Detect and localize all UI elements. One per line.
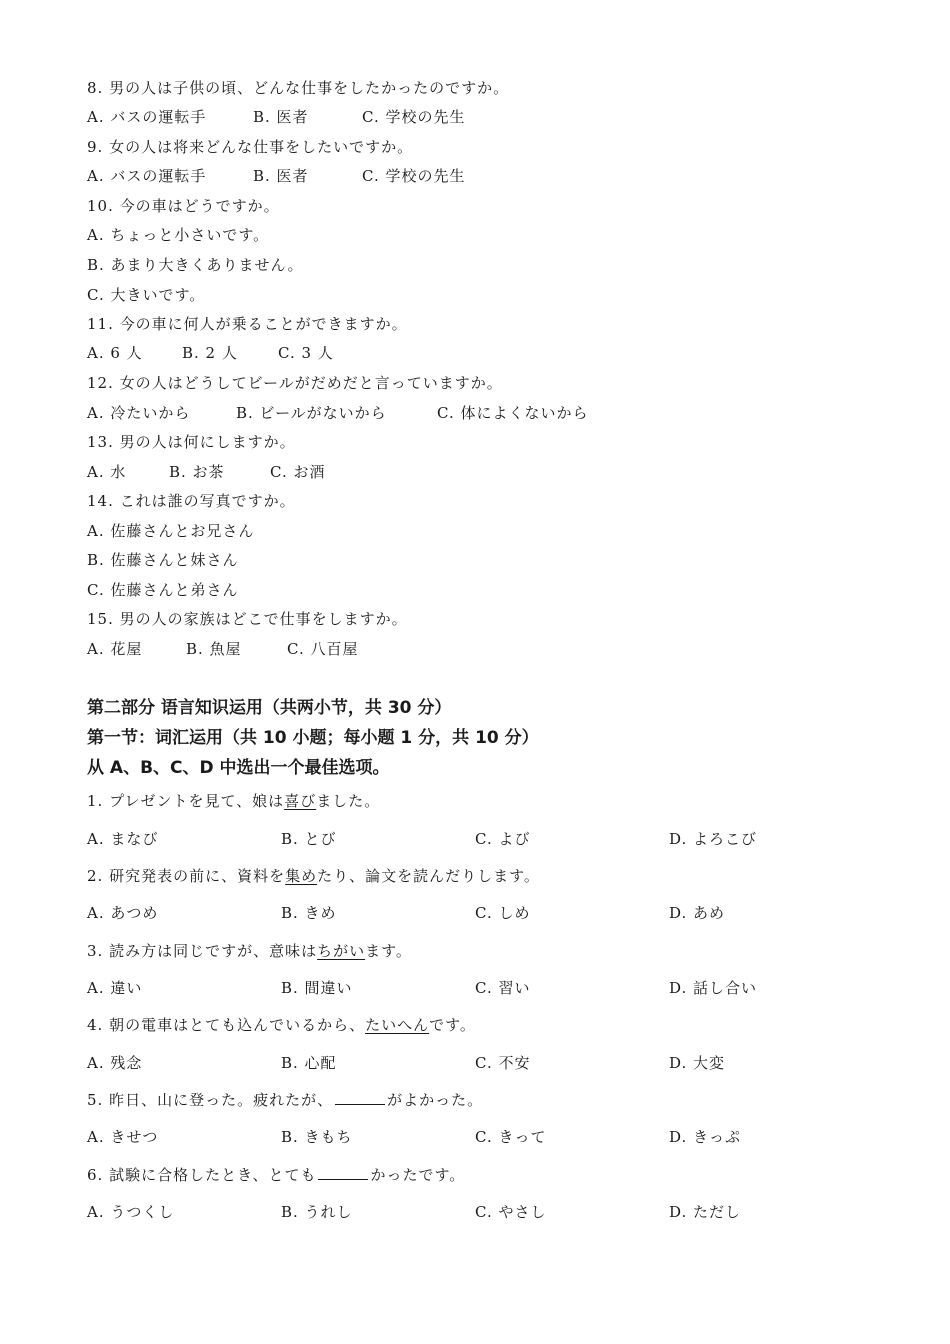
- vocab-question-3: [87, 941, 412, 961]
- question-text: ます。: [365, 942, 412, 960]
- option-d: D. 大変: [669, 1054, 726, 1072]
- option-a: A. 冷たいから: [87, 404, 191, 422]
- question-text: 4. 朝の電車はとても込んでいるから、: [87, 1016, 366, 1034]
- underlined-word: 喜び: [284, 792, 317, 810]
- answer-blank: [335, 1090, 385, 1105]
- option-c: C. お酒: [270, 463, 326, 481]
- option-c: C. 不安: [475, 1054, 531, 1072]
- option-d: D. よろこび: [669, 830, 758, 848]
- question-9: 9. 女の人は将来どんな仕事をしたいですか。: [87, 138, 414, 156]
- option-c: C. 八百屋: [287, 640, 359, 658]
- question-11: 11. 今の車に何人が乗ることができますか。: [87, 315, 408, 333]
- option-b: B. うれし: [281, 1203, 353, 1221]
- option-c: C. 体によくないから: [437, 404, 589, 422]
- option-a: A. バスの運転手: [87, 167, 207, 185]
- question-text: がよかった。: [387, 1091, 484, 1109]
- option-b: B. きめ: [281, 904, 337, 922]
- question-12: 12. 女の人はどうしてビールがだめだと言っていますか。: [87, 374, 503, 392]
- answer-blank: [318, 1165, 368, 1180]
- option-a: A. きせつ: [87, 1128, 159, 1146]
- part-title: 第二部分 语言知识运用（共两小节，共 30 分）: [87, 698, 452, 718]
- question-text: 1. プレゼントを見て、娘は: [87, 792, 285, 810]
- question-text: 3. 読み方は同じですが、意味は: [87, 942, 318, 960]
- option-c: C. 学校の先生: [362, 167, 466, 185]
- question-13: 13. 男の人は何にしますか。: [87, 433, 296, 451]
- option-b: B. あまり大きくありません。: [87, 256, 304, 274]
- question-text: 2. 研究発表の前に、資料を: [87, 867, 286, 885]
- option-b: B. 医者: [253, 167, 309, 185]
- option-b: B. 2 人: [182, 344, 238, 362]
- option-b: B. 医者: [253, 108, 309, 126]
- question-text: かったです。: [370, 1166, 466, 1184]
- option-d: D. きっぷ: [669, 1128, 742, 1146]
- question-8: 8. 男の人は子供の頃、どんな仕事をしたかったのですか。: [87, 79, 510, 97]
- question-text: ました。: [316, 792, 381, 810]
- option-a: A. 違い: [87, 979, 143, 997]
- option-b: B. とび: [281, 830, 337, 848]
- underlined-word: ちがい: [317, 942, 366, 960]
- option-a: A. うつくし: [87, 1203, 175, 1221]
- option-c: C. きって: [475, 1128, 547, 1146]
- vocab-question-2: [87, 866, 540, 886]
- option-a: A. 水: [87, 463, 127, 481]
- option-a: A. あつめ: [87, 904, 159, 922]
- option-a: A. ちょっと小さいです。: [87, 226, 270, 244]
- option-c: C. 大きいです。: [87, 286, 206, 304]
- question-text: 5. 昨日、山に登った。疲れたが、: [87, 1091, 334, 1109]
- underlined-word: たいへん: [365, 1016, 430, 1034]
- option-c: C. 佐藤さんと弟さん: [87, 581, 239, 599]
- vocab-question-1: [87, 791, 380, 811]
- question-15: 15. 男の人の家族はどこで仕事をしますか。: [87, 610, 408, 628]
- option-c: C. やさし: [475, 1203, 547, 1221]
- option-c: C. よび: [475, 830, 531, 848]
- section-title: 第一节：词汇运用（共 10 小题；每小题 1 分，共 10 分）: [87, 728, 539, 748]
- question-text: です。: [429, 1016, 476, 1034]
- question-10: 10. 今の車はどうですか。: [87, 197, 280, 215]
- option-a: A. 花屋: [87, 640, 143, 658]
- question-text: たり、論文を読んだりします。: [317, 867, 540, 885]
- option-b: B. 佐藤さんと妹さん: [87, 551, 239, 569]
- option-b: B. 魚屋: [186, 640, 242, 658]
- option-d: D. あめ: [669, 904, 726, 922]
- option-c: C. しめ: [475, 904, 531, 922]
- vocab-question-5: [87, 1090, 483, 1110]
- option-a: A. バスの運転手: [87, 108, 207, 126]
- vocab-question-6: [87, 1165, 465, 1185]
- question-text: 6. 試験に合格したとき、とても: [87, 1166, 317, 1184]
- option-a: A. まなび: [87, 830, 159, 848]
- option-b: B. お茶: [169, 463, 225, 481]
- option-a: A. 残念: [87, 1054, 143, 1072]
- option-c: C. 3 人: [278, 344, 334, 362]
- option-c: C. 習い: [475, 979, 531, 997]
- option-d: D. 話し合い: [669, 979, 758, 997]
- underlined-word: 集め: [285, 867, 318, 885]
- question-14: 14. これは誰の写真ですか。: [87, 492, 296, 510]
- option-b: B. 間違い: [281, 979, 353, 997]
- option-b: B. 心配: [281, 1054, 337, 1072]
- option-a: A. 佐藤さんとお兄さん: [87, 522, 255, 540]
- option-c: C. 学校の先生: [362, 108, 466, 126]
- option-b: B. きもち: [281, 1128, 353, 1146]
- option-d: D. ただし: [669, 1203, 742, 1221]
- option-b: B. ビールがないから: [236, 404, 387, 422]
- option-a: A. 6 人: [87, 344, 143, 362]
- vocab-question-4: [87, 1015, 476, 1035]
- instruction: 从 A、B、C、D 中选出一个最佳选项。: [87, 758, 390, 778]
